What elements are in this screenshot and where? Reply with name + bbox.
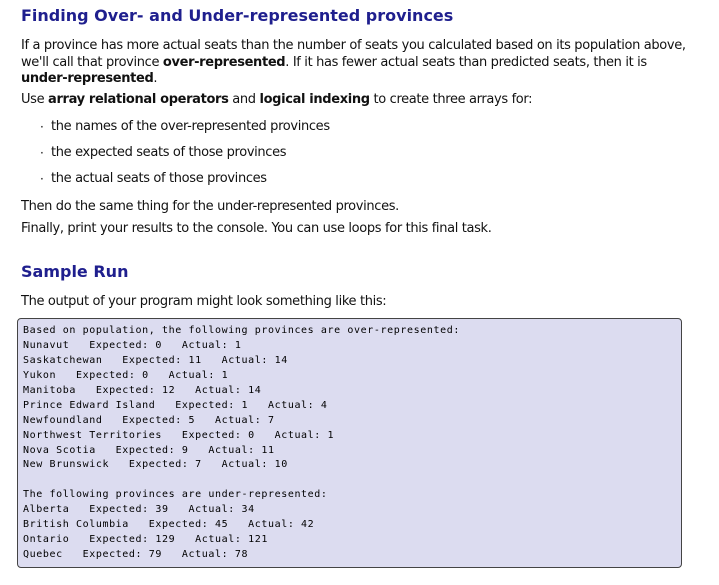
code-line: New Brunswick Expected: 7 Actual: 10 <box>23 459 288 471</box>
sample-output-box <box>17 318 682 568</box>
code-line: Prince Edward Island Expected: 1 Actual: 4 <box>23 399 328 411</box>
instruction-bold-operators: array relational operators <box>48 92 229 107</box>
list-item <box>40 144 330 170</box>
bullet-icon: · <box>40 172 44 186</box>
code-line-under-header: The following provinces are under-represented: <box>23 489 328 501</box>
task-text: the expected seats of those provinces <box>51 145 287 160</box>
finally-paragraph: Finally, print your results to the console. You can use loops for this final task. <box>21 221 492 236</box>
code-line: Nova Scotia Expected: 9 Actual: 11 <box>23 444 275 456</box>
code-line: British Columbia Expected: 45 Actual: 42 <box>23 519 315 531</box>
task-text: the names of the over-represented provinces <box>51 119 330 134</box>
instruction-text-3: to create three arrays for: <box>369 92 533 107</box>
intro-bold-under: under-represented <box>21 71 154 86</box>
code-line-over-header: Based on population, the following provinces are over-represented: <box>23 325 460 336</box>
instruction-bold-indexing: logical indexing <box>259 92 370 107</box>
code-line: Quebec Expected: 79 Actual: 78 <box>23 549 249 561</box>
instruction-text-2: and <box>228 92 260 107</box>
code-line: Yukon Expected: 0 Actual: 1 <box>23 369 229 381</box>
task-text: the actual seats of those provinces <box>51 171 267 186</box>
bullet-icon: · <box>40 120 44 134</box>
sample-intro-paragraph: The output of your program might look something like this: <box>21 294 387 309</box>
bullet-icon: · <box>40 146 44 160</box>
intro-text-1: If a province has more actual seats than the number of seats you calculated based on its population above, we'll call that province <box>21 38 686 70</box>
code-line: Ontario Expected: 129 Actual: 121 <box>23 534 268 546</box>
intro-paragraph <box>21 38 691 88</box>
instruction-text-1: Use <box>21 92 49 107</box>
code-line: Northwest Territories Expected: 0 Actual: 1 <box>23 429 335 441</box>
section-heading-finding-provinces: Finding Over- and Under-represented provinces <box>21 6 454 25</box>
section-heading-sample-run: Sample Run <box>21 262 129 281</box>
code-line: Manitoba Expected: 12 Actual: 14 <box>23 384 262 396</box>
instruction-paragraph <box>21 92 691 109</box>
intro-bold-over: over-represented <box>162 54 286 70</box>
code-line: Saskatchewan Expected: 11 Actual: 14 <box>23 354 288 366</box>
code-blank-line <box>23 473 681 488</box>
task-list <box>40 118 330 196</box>
then-paragraph: Then do the same thing for the under-represented provinces. <box>21 199 399 214</box>
code-line: Alberta Expected: 39 Actual: 34 <box>23 504 255 516</box>
code-line: Nunavut Expected: 0 Actual: 1 <box>23 339 242 351</box>
list-item <box>40 118 330 144</box>
intro-text-2: . If it has fewer actual seats than predicted seats, then it is <box>285 54 647 70</box>
list-item <box>40 170 330 196</box>
code-line: Newfoundland Expected: 5 Actual: 7 <box>23 414 275 426</box>
intro-text-3: . <box>153 71 158 86</box>
